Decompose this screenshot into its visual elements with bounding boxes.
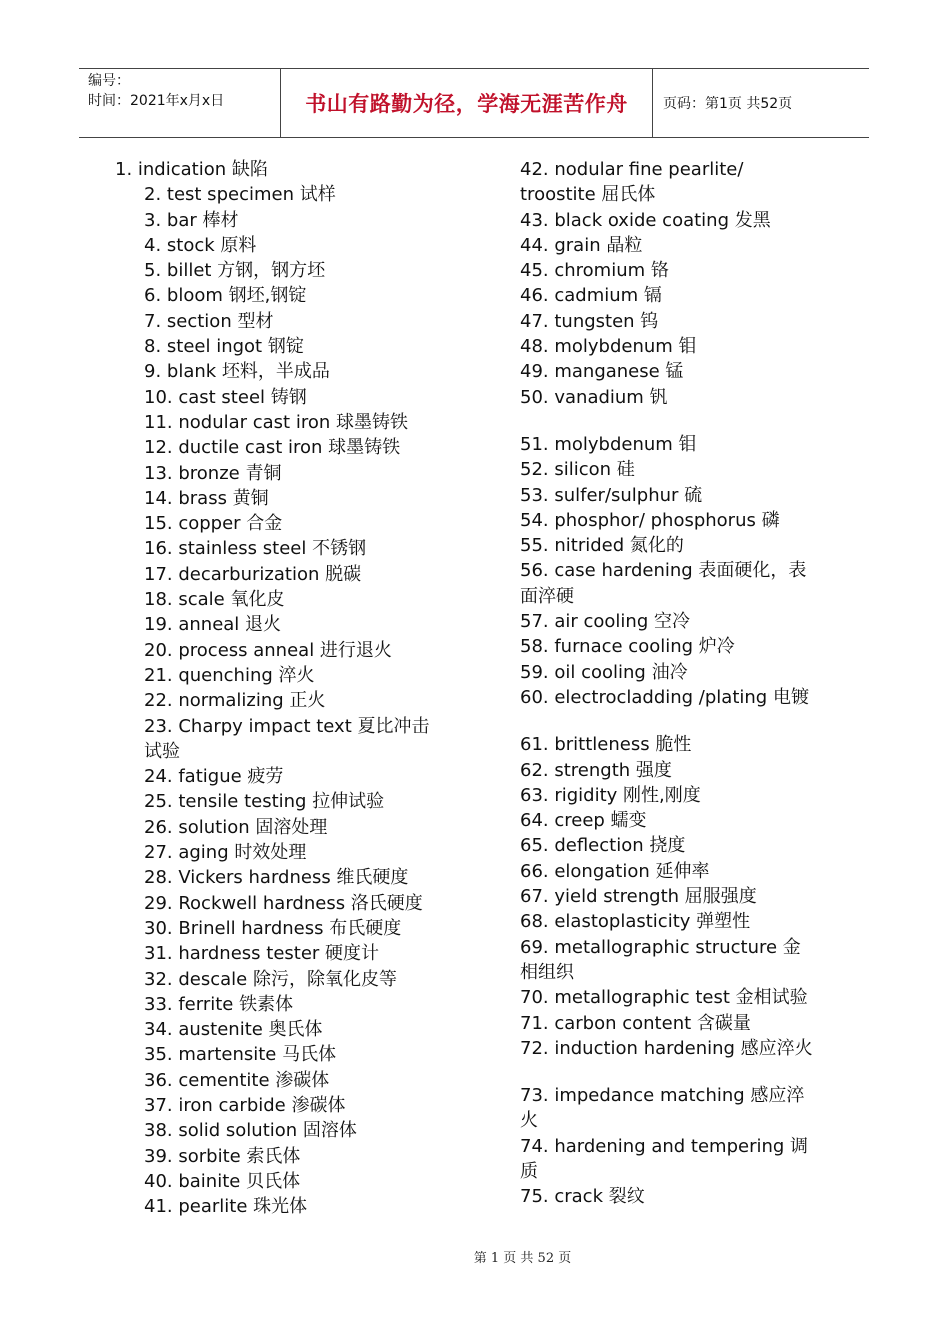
glossary-item: 59. oil cooling 油冷	[520, 661, 688, 683]
glossary-item-continuation: troostite 屈氏体	[520, 184, 656, 206]
header-meta	[79, 69, 280, 137]
glossary-item: 5. billet 方钢，钢方坯	[144, 260, 326, 282]
glossary-item: 14. brass 黄铜	[144, 487, 269, 509]
glossary-item: 4. stock 原料	[144, 234, 257, 256]
glossary-item: 75. crack 裂纹	[520, 1186, 645, 1208]
header-page-info: 页码：第1页 共52页	[663, 96, 793, 112]
glossary-item: 69. metallographic structure 金	[520, 936, 801, 958]
glossary-item: 63. rigidity 刚性,刚度	[520, 784, 701, 806]
glossary-item: 58. furnace cooling 炉冷	[520, 636, 735, 658]
glossary-item: 43. black oxide coating 发黑	[520, 209, 771, 231]
glossary-item: 20. process anneal 进行退火	[144, 639, 392, 661]
glossary-item: 65. deflection 挠度	[520, 835, 686, 857]
glossary-item: 32. descale 除污，除氧化皮等	[144, 968, 397, 990]
glossary-item: 48. molybdenum 钼	[520, 336, 697, 358]
glossary-item: 72. induction hardening 感应淬火	[520, 1037, 813, 1059]
glossary-item: 22. normalizing 正火	[144, 690, 326, 712]
glossary-item: 73. impedance matching 感应淬	[520, 1085, 805, 1107]
glossary-item: 1. indication 缺陷	[115, 159, 268, 180]
glossary-item: 46. cadmium 镉	[520, 285, 662, 307]
group-spacer	[520, 410, 840, 432]
glossary-item-continuation: 相组织	[520, 961, 574, 983]
header-motto: 书山有路勤为径，学海无涯苦作舟	[280, 69, 653, 137]
glossary-item: 26. solution 固溶处理	[144, 816, 328, 838]
glossary-item: 23. Charpy impact text 夏比冲击	[144, 715, 430, 737]
glossary-item: 40. bainite 贝氏体	[144, 1170, 301, 1192]
glossary-item: 38. solid solution 固溶体	[144, 1120, 357, 1142]
code-label: 编号：	[88, 73, 130, 89]
glossary-item: 61. brittleness 脆性	[520, 734, 692, 756]
glossary-item: 16. stainless steel 不锈钢	[144, 538, 367, 560]
glossary-item: 71. carbon content 含碳量	[520, 1012, 751, 1034]
glossary-item: 57. air cooling 空冷	[520, 611, 690, 633]
glossary-item: 68. elastoplasticity 弹塑性	[520, 911, 751, 933]
glossary-item: 64. creep 蠕变	[520, 810, 647, 832]
glossary-item: 53. sulfer/sulphur 硫	[520, 484, 703, 506]
glossary-item: 44. grain 晶粒	[520, 234, 643, 256]
glossary-item: 11. nodular cast iron 球墨铸铁	[144, 411, 408, 433]
glossary-item: 74. hardening and tempering 调	[520, 1135, 809, 1157]
glossary-item: 51. molybdenum 钼	[520, 433, 697, 455]
glossary-item: 3. bar 棒材	[144, 209, 239, 231]
glossary-item: 8. steel ingot 钢锭	[144, 336, 304, 358]
glossary-item: 37. iron carbide 渗碳体	[144, 1094, 346, 1116]
glossary-item: 33. ferrite 铁素体	[144, 993, 294, 1015]
glossary-item: 27. aging 时效处理	[144, 842, 307, 864]
glossary-item: 21. quenching 淬火	[144, 664, 315, 686]
glossary-item-continuation: 质	[520, 1160, 538, 1182]
glossary-item: 56. case hardening 表面硬化，表	[520, 560, 807, 582]
glossary-item: 2. test specimen 试样	[144, 184, 336, 206]
group-spacer	[520, 710, 840, 732]
glossary-item: 62. strength 强度	[520, 759, 672, 781]
glossary-item: 49. manganese 锰	[520, 361, 684, 383]
glossary-item: 6. bloom 钢坯,钢锭	[144, 285, 307, 307]
glossary-item: 9. blank 坯料，半成品	[144, 361, 330, 383]
glossary-item-continuation: 试验	[144, 740, 180, 762]
document-header	[79, 68, 869, 138]
date-label: 时间：2021年x月x日	[88, 93, 225, 109]
glossary-item: 15. copper 合金	[144, 513, 283, 535]
glossary-item: 31. hardness tester 硬度计	[144, 943, 380, 965]
glossary-item: 24. fatigue 疲劳	[144, 766, 284, 788]
glossary-item: 52. silicon 硅	[520, 459, 635, 481]
glossary-item: 66. elongation 延伸率	[520, 860, 710, 882]
glossary-item-continuation: 面淬硬	[520, 585, 574, 607]
glossary-item: 45. chromium 铬	[520, 260, 669, 282]
glossary-item: 60. electrocladding /plating 电镀	[520, 686, 809, 708]
glossary-item: 12. ductile cast iron 球墨铸铁	[144, 437, 401, 459]
glossary-item: 25. tensile testing 拉伸试验	[144, 791, 385, 813]
glossary-item: 39. sorbite 索氏体	[144, 1145, 301, 1167]
glossary-left-column	[108, 157, 498, 1219]
glossary-item: 42. nodular fine pearlite/	[520, 159, 744, 180]
glossary-item: 34. austenite 奥氏体	[144, 1019, 323, 1041]
glossary-item: 47. tungsten 钨	[520, 310, 659, 332]
glossary-item: 17. decarburization 脱碳	[144, 563, 362, 585]
glossary-item: 28. Vickers hardness 维氏硬度	[144, 867, 409, 889]
glossary-item: 50. vanadium 钒	[520, 386, 668, 408]
glossary-item: 35. martensite 马氏体	[144, 1044, 337, 1066]
glossary-item-continuation: 火	[520, 1110, 538, 1132]
glossary-item: 13. bronze 青铜	[144, 462, 282, 484]
glossary-item: 55. nitrided 氮化的	[520, 535, 684, 557]
glossary-item: 30. Brinell hardness 布氏硬度	[144, 917, 402, 939]
glossary-item: 10. cast steel 铸钢	[144, 386, 307, 408]
glossary-item: 29. Rockwell hardness 洛氏硬度	[144, 892, 423, 914]
glossary-item: 36. cementite 渗碳体	[144, 1069, 330, 1091]
glossary-right-column	[520, 157, 840, 1210]
group-spacer	[520, 1061, 840, 1083]
glossary-item: 41. pearlite 珠光体	[144, 1196, 308, 1218]
glossary-item: 54. phosphor/ phosphorus 磷	[520, 509, 780, 531]
glossary-item: 70. metallographic test 金相试验	[520, 987, 808, 1009]
glossary-item: 67. yield strength 屈服强度	[520, 886, 757, 908]
glossary-item: 19. anneal 退火	[144, 614, 282, 636]
glossary-item: 18. scale 氧化皮	[144, 589, 285, 611]
page-footer: 第 1 页 共 52 页	[473, 1251, 572, 1266]
glossary-item: 7. section 型材	[144, 310, 274, 332]
